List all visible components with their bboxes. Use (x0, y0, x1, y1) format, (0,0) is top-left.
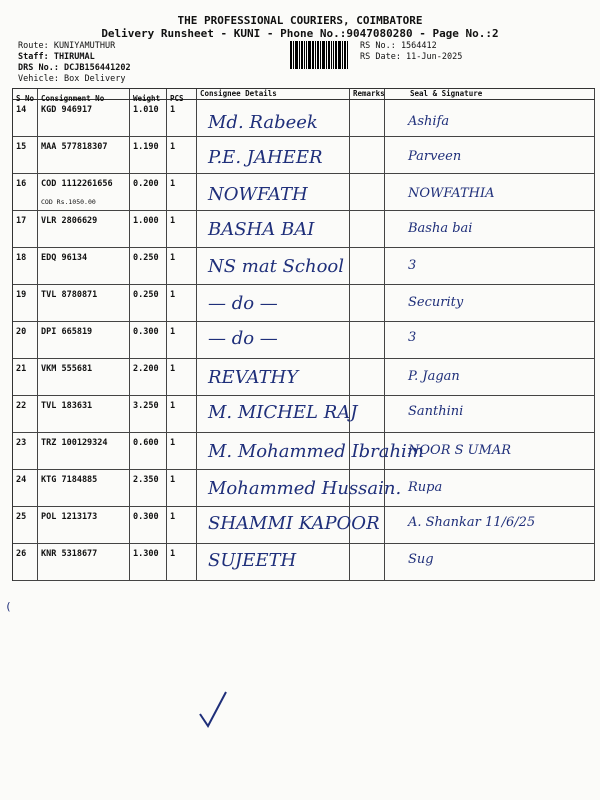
row-pcs: 1 (167, 359, 197, 395)
row-consignment: TRZ 100129324 (38, 433, 130, 469)
row-consignment: DPI 665819 (38, 322, 130, 358)
barcode (290, 41, 352, 69)
row-sno: 17 (13, 211, 38, 247)
row-pcs: 1 (167, 507, 197, 543)
row-pcs: 1 (167, 322, 197, 358)
row-remarks (350, 174, 385, 210)
table-row (13, 137, 595, 174)
col-pcs: PCS (167, 89, 197, 99)
document-title: THE PROFESSIONAL COURIERS, COIMBATORE (177, 14, 423, 27)
row-consignee-handwriting: M. Mohammed Ibrahim (208, 441, 424, 462)
row-signature-handwriting: P. Jagan (408, 369, 460, 384)
runsheet-table (12, 88, 595, 581)
row-signature-handwriting: NOOR S UMAR (408, 443, 512, 458)
row-pcs: 1 (167, 174, 197, 210)
row-consignee-handwriting: M. MICHEL RAJ (208, 402, 358, 423)
drs-no: DRS No.: DCJB156441202 (18, 63, 131, 73)
row-consignee-handwriting: Md. Rabeek (208, 112, 318, 133)
row-sno: 22 (13, 396, 38, 432)
row-consignment: KTG 7184885 (38, 470, 130, 506)
row-consignee-handwriting: — do — (208, 293, 278, 314)
row-weight: 1.300 (130, 544, 167, 580)
col-consignment: Consignment No (38, 89, 130, 99)
row-consignment: VKM 555681 (38, 359, 130, 395)
table-row (13, 544, 595, 581)
row-remarks (350, 285, 385, 321)
row-pcs: 1 (167, 211, 197, 247)
row-signature-handwriting: Rupa (408, 480, 443, 495)
row-sno: 24 (13, 470, 38, 506)
row-signature-handwriting: Security (408, 295, 464, 310)
table-row (13, 248, 595, 285)
row-pcs: 1 (167, 544, 197, 580)
rs-no: RS No.: 1564412 (360, 41, 437, 51)
row-consignee-handwriting: REVATHY (208, 367, 299, 388)
row-consignment: TVL 8780871 (38, 285, 130, 321)
row-weight: 0.250 (130, 285, 167, 321)
row-consignment: COD 1112261656 (38, 174, 130, 210)
check-mark-icon (198, 690, 228, 730)
margin-mark: ( (5, 600, 12, 613)
row-sno: 18 (13, 248, 38, 284)
table-row (13, 211, 595, 248)
meta-left (18, 41, 131, 85)
row-weight: 3.250 (130, 396, 167, 432)
row-signature-handwriting: Sug (408, 552, 434, 567)
row-consignment: KNR 5318677 (38, 544, 130, 580)
row-signature-handwriting: NOWFATHIA (408, 186, 495, 201)
row-signature-handwriting: Parveen (408, 149, 462, 164)
row-consignee-handwriting: NS mat School (208, 256, 344, 277)
row-consignee-handwriting: SUJEETH (208, 550, 297, 571)
row-signature-handwriting: 3 (408, 330, 417, 345)
row-weight: 1.190 (130, 137, 167, 173)
table-row (13, 433, 595, 470)
col-weight: Weight (130, 89, 167, 99)
vehicle: Vehicle: Box Delivery (18, 74, 126, 84)
row-consignment: VLR 2806629 (38, 211, 130, 247)
table-row (13, 507, 595, 544)
row-sno: 25 (13, 507, 38, 543)
row-sno: 15 (13, 137, 38, 173)
table-row (13, 285, 595, 322)
row-consignee-handwriting: NOWFATH (208, 184, 308, 205)
row-sno: 14 (13, 100, 38, 136)
table-row (13, 396, 595, 433)
row-remarks (350, 322, 385, 358)
table-row (13, 100, 595, 137)
row-consignee-handwriting: — do — (208, 328, 278, 349)
row-sno: 21 (13, 359, 38, 395)
row-consignment: KGD 946917 (38, 100, 130, 136)
row-sno: 26 (13, 544, 38, 580)
row-weight: 0.600 (130, 433, 167, 469)
meta-right (360, 41, 462, 63)
row-remarks (350, 248, 385, 284)
row-pcs: 1 (167, 470, 197, 506)
row-pcs: 1 (167, 137, 197, 173)
row-remarks (350, 544, 385, 580)
table-row (13, 174, 595, 211)
table-row (13, 322, 595, 359)
row-pcs: 1 (167, 248, 197, 284)
row-remarks (350, 137, 385, 173)
row-weight: 1.010 (130, 100, 167, 136)
row-sno: 19 (13, 285, 38, 321)
col-consignee: Consignee Details (197, 89, 350, 99)
row-remarks (350, 100, 385, 136)
row-signature-cell (385, 248, 595, 284)
table-header (13, 89, 595, 103)
col-seal-signature: Seal & Signature (385, 89, 595, 99)
row-consignment: MAA 577818307 (38, 137, 130, 173)
row-consignee-handwriting: P.E. JAHEER (208, 147, 323, 168)
row-weight: 0.250 (130, 248, 167, 284)
row-signature-handwriting: Basha bai (408, 221, 473, 236)
row-pcs: 1 (167, 285, 197, 321)
row-remarks (350, 211, 385, 247)
col-sno: S No (13, 89, 38, 99)
col-remarks: Remarks (350, 89, 385, 99)
table-row (13, 359, 595, 396)
row-weight: 0.200 (130, 174, 167, 210)
document-subtitle: Delivery Runsheet - KUNI - Phone No.:9047080280 - Page No.:2 (101, 27, 499, 40)
table-row (13, 470, 595, 507)
row-signature-handwriting: 3 (408, 258, 417, 273)
row-signature-handwriting: Ashifa (408, 114, 450, 129)
row-pcs: 1 (167, 100, 197, 136)
row-sno: 23 (13, 433, 38, 469)
row-consignment: EDQ 96134 (38, 248, 130, 284)
row-weight: 0.300 (130, 507, 167, 543)
row-consignee-handwriting: SHAMMI KAPOOR (208, 513, 380, 534)
row-consignee-handwriting: Mohammed Hussain. (208, 478, 402, 499)
row-sno: 20 (13, 322, 38, 358)
row-remarks (350, 359, 385, 395)
route: Route: KUNIYAMUTHUR (18, 41, 116, 51)
row-sno: 16 (13, 174, 38, 210)
row-signature-handwriting: Santhini (408, 404, 464, 419)
row-cod-amount: COD Rs.1050.00 (41, 198, 96, 206)
row-consignee-handwriting: BASHA BAI (208, 219, 315, 240)
row-pcs: 1 (167, 396, 197, 432)
row-weight: 2.200 (130, 359, 167, 395)
row-signature-cell (385, 322, 595, 358)
row-signature-handwriting: A. Shankar 11/6/25 (408, 515, 536, 530)
rs-date: RS Date: 11-Jun-2025 (360, 52, 463, 62)
staff: Staff: THIRUMAL (18, 52, 95, 62)
row-weight: 1.000 (130, 211, 167, 247)
row-weight: 2.350 (130, 470, 167, 506)
row-consignment: POL 1213173 (38, 507, 130, 543)
row-weight: 0.300 (130, 322, 167, 358)
row-consignment: TVL 183631 (38, 396, 130, 432)
row-pcs: 1 (167, 433, 197, 469)
